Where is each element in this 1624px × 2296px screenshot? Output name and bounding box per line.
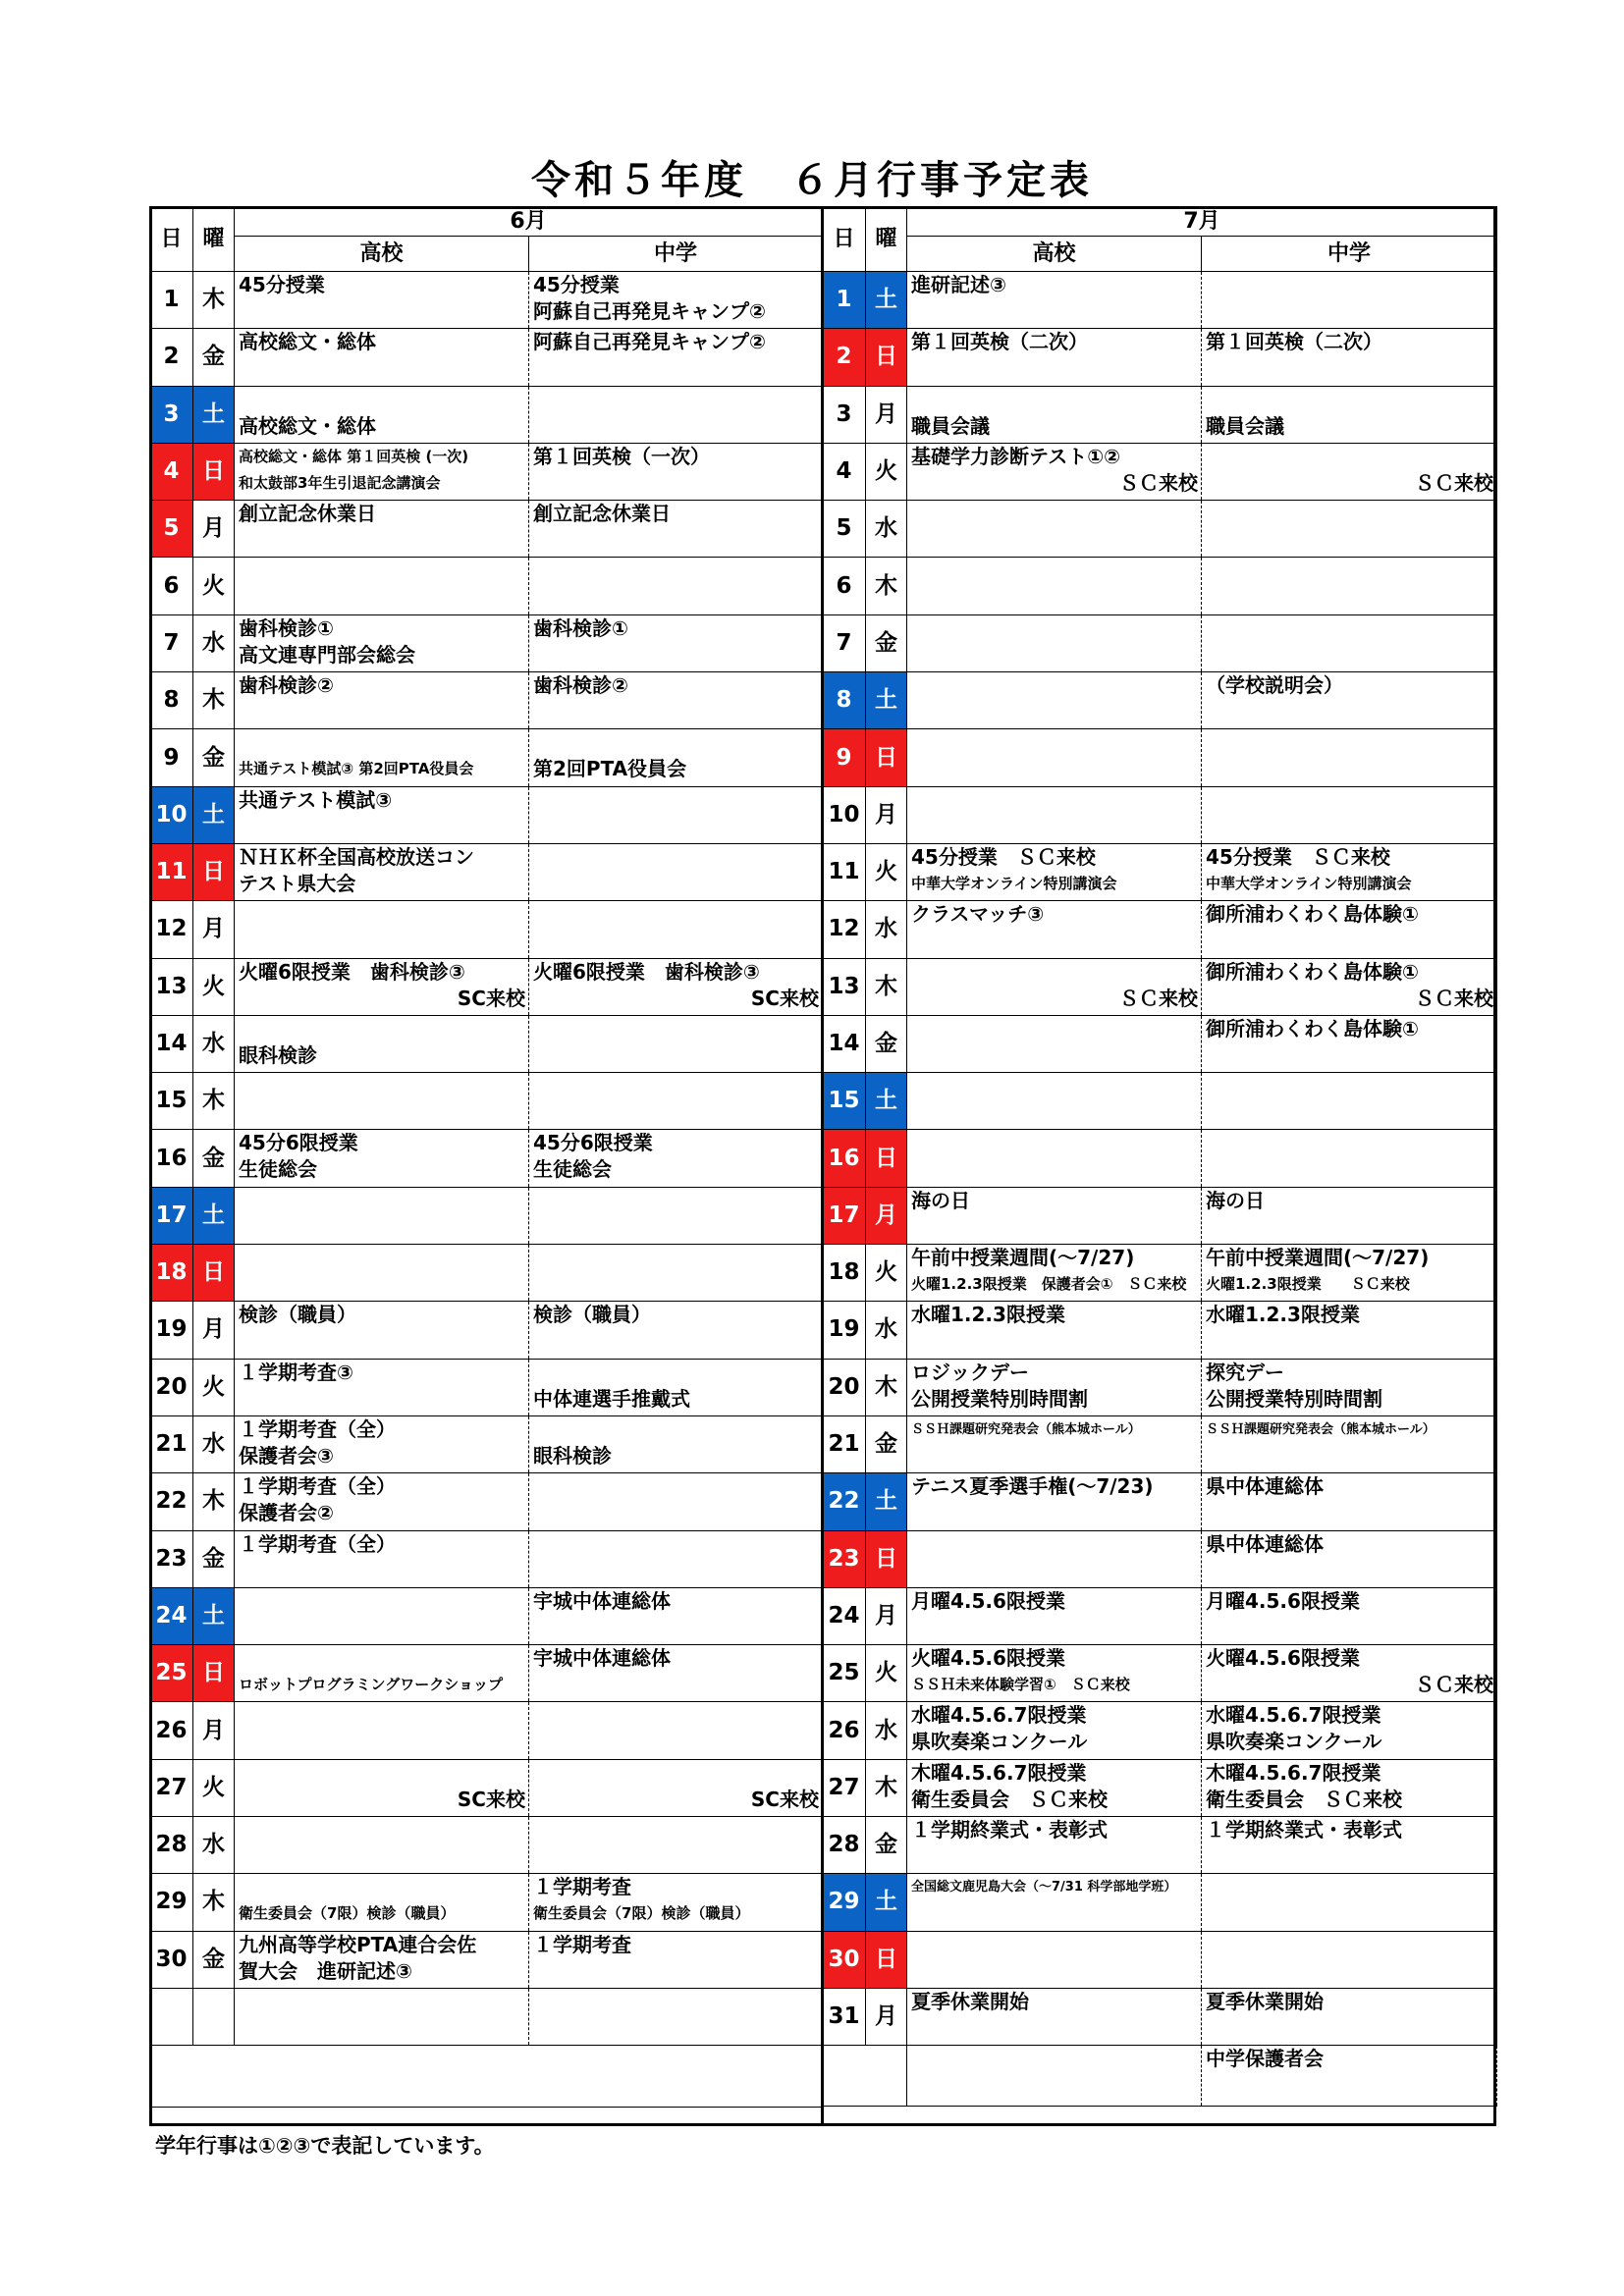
event-line: 第１回英検（一次） <box>533 444 710 468</box>
weekday: 月 <box>866 1187 907 1244</box>
day-number: 23 <box>823 1530 866 1587</box>
event-line: 職員会議 <box>911 413 990 438</box>
weekday: 土 <box>193 386 235 443</box>
weekday: 木 <box>193 672 235 729</box>
event-line: クラスマッチ③ <box>911 902 1045 927</box>
event-line: 進研記述③ <box>911 273 1006 296</box>
weekday: 月 <box>193 901 235 958</box>
weekday: 月 <box>193 501 235 558</box>
event-line: 創立記念休業日 <box>239 502 376 526</box>
day-number: 8 <box>823 672 866 729</box>
event-line: 歯科検診② <box>239 673 334 698</box>
day-number: 12 <box>150 901 193 958</box>
event-line: 夏季休業開始 <box>1206 1989 1324 2013</box>
day-number: 23 <box>150 1530 193 1587</box>
event-line: 賀大会 進研記述③ <box>239 1958 412 1983</box>
weekday: 日 <box>193 443 235 500</box>
page-title: 令和５年度 ６月行事予定表 <box>531 158 1093 203</box>
event-line: 県吹奏楽コンクール <box>1206 1730 1382 1754</box>
weekday: 火 <box>866 443 907 500</box>
day-number: 30 <box>150 1931 193 1988</box>
weekday: 月 <box>866 1587 907 1644</box>
weekday: 金 <box>866 1817 907 1874</box>
day-header: 日 <box>150 207 193 272</box>
weekday: 金 <box>866 1415 907 1472</box>
day-number: 30 <box>823 1931 866 1988</box>
weekday: 火 <box>866 1245 907 1302</box>
event-line: 午前中授業週間(～7/27) <box>1206 1246 1430 1270</box>
day-number: 31 <box>823 1988 866 2045</box>
event-line: 県吹奏楽コンクール <box>911 1730 1088 1754</box>
event-line: 高校総文・総体 <box>239 330 376 354</box>
weekday: 水 <box>866 1302 907 1359</box>
event-line: 45分授業 <box>239 273 325 296</box>
day-number: 4 <box>150 443 193 500</box>
event-line: 保護者会② <box>239 1501 334 1525</box>
day-number: 4 <box>823 443 866 500</box>
weekday: 金 <box>193 1530 235 1587</box>
day-number: 18 <box>823 1245 866 1302</box>
weekday: 金 <box>193 1931 235 1988</box>
event-line: 火曜1.2.3限授業 保護者会① ＳＣ来校 <box>911 1275 1187 1294</box>
event-line: テスト県大会 <box>239 871 356 895</box>
event-line: 火曜6限授業 歯科検診③ <box>239 959 465 984</box>
high-school-header: 高校 <box>907 237 1202 272</box>
weekday: 月 <box>866 786 907 843</box>
event-line: 高校総文・総体 <box>239 413 376 438</box>
day-number: 20 <box>150 1359 193 1415</box>
day-number: 5 <box>823 501 866 558</box>
day-number: 5 <box>150 501 193 558</box>
event-line: 中華大学オンライン特別講演会 <box>911 874 1117 892</box>
weekday: 木 <box>193 1473 235 1530</box>
high-school-header: 高校 <box>235 237 529 272</box>
weekday: 木 <box>193 272 235 329</box>
event-line: 生徒総会 <box>533 1157 612 1182</box>
day-number: 2 <box>150 329 193 386</box>
day-number: 16 <box>823 1130 866 1187</box>
weekday: 金 <box>866 1015 907 1072</box>
weekday: 土 <box>866 272 907 329</box>
event-line: 生徒総会 <box>239 1157 317 1182</box>
weekday: 日 <box>866 1130 907 1187</box>
day-number: 26 <box>823 1702 866 1759</box>
event-line: SC来校 <box>457 986 525 1010</box>
day-number: 13 <box>150 958 193 1015</box>
event-line: 共通テスト模試③ <box>239 787 393 812</box>
event-line: 眼科検診 <box>533 1443 612 1468</box>
event-line: 中体連選手推戴式 <box>533 1386 690 1411</box>
day-number: 12 <box>823 901 866 958</box>
day-number: 16 <box>150 1130 193 1187</box>
day-number: 24 <box>150 1587 193 1644</box>
weekday: 木 <box>866 1759 907 1816</box>
day-number: 29 <box>823 1874 866 1931</box>
weekday: 火 <box>866 843 907 900</box>
event-line: 月曜4.5.6限授業 <box>911 1588 1065 1613</box>
event-line: 45分授業 ＳＣ来校 <box>911 844 1096 869</box>
day-number: 1 <box>150 272 193 329</box>
event-line: 夏季休業開始 <box>911 1989 1029 2013</box>
event-line: 創立記念休業日 <box>533 502 671 526</box>
weekday: 水 <box>866 501 907 558</box>
day-number: 27 <box>823 1759 866 1816</box>
event-line: 火曜4.5.6限授業 <box>1206 1646 1360 1671</box>
weekday: 土 <box>193 786 235 843</box>
event-line: 県中体連総体 <box>1206 1531 1324 1556</box>
event-line: １学期考査（全） <box>239 1416 396 1441</box>
day-number: 19 <box>823 1302 866 1359</box>
weekday: 金 <box>866 614 907 671</box>
day-number: 27 <box>150 1759 193 1816</box>
day-number: 10 <box>823 786 866 843</box>
day-number: 3 <box>823 386 866 443</box>
weekday: 土 <box>193 1587 235 1644</box>
event-line: 海の日 <box>1206 1188 1265 1212</box>
weekday: 水 <box>193 1415 235 1472</box>
day-number: 6 <box>150 558 193 614</box>
event-line: 月曜4.5.6限授業 <box>1206 1588 1360 1613</box>
event-line: 阿蘇自己再発見キャンプ② <box>533 299 766 323</box>
event-line: 火曜1.2.3限授業 ＳＣ来校 <box>1206 1275 1410 1294</box>
weekday: 火 <box>193 958 235 1015</box>
event-line: 火曜4.5.6限授業 <box>911 1646 1065 1671</box>
event-line: 全国総文鹿児島大会（～7/31 科学部地学班） <box>911 1880 1177 1896</box>
event-line: 高文連専門部会総会 <box>239 642 415 667</box>
footnote: 学年行事は①②③で表記しています。 <box>155 2134 495 2158</box>
weekday: 土 <box>193 1187 235 1244</box>
day-number: 24 <box>823 1587 866 1644</box>
weekday: 土 <box>866 1073 907 1130</box>
event-line: 歯科検診① <box>533 615 628 640</box>
event-line: 和太鼓部3年生引退記念講演会 <box>239 473 441 492</box>
weekday: 金 <box>193 729 235 786</box>
month-header: 7月 <box>907 207 1497 237</box>
weekday: 土 <box>866 1874 907 1931</box>
event-line: 45分6限授業 <box>239 1131 358 1155</box>
event-line: 職員会議 <box>1206 413 1284 438</box>
day-number: 15 <box>150 1073 193 1130</box>
event-line: 歯科検診① <box>239 615 334 640</box>
weekday: 日 <box>193 843 235 900</box>
weekday: 日 <box>193 1245 235 1302</box>
weekday-header: 曜 <box>193 207 235 272</box>
event-line: 木曜4.5.6.7限授業 <box>1206 1760 1381 1785</box>
event-line: 午前中授業週間(～7/27) <box>911 1246 1135 1270</box>
weekday: 日 <box>193 1645 235 1702</box>
day-number: 7 <box>150 614 193 671</box>
day-number: 19 <box>150 1302 193 1359</box>
weekday: 水 <box>193 1015 235 1072</box>
day-number: 28 <box>823 1817 866 1874</box>
day-number: 11 <box>823 843 866 900</box>
middle-school-header: 中学 <box>529 237 823 272</box>
event-line: ロジックデー <box>911 1360 1029 1384</box>
day-number: 7 <box>823 614 866 671</box>
day-number: 3 <box>150 386 193 443</box>
event-line: 衛生委員会 ＳＣ来校 <box>1206 1787 1402 1811</box>
event-line: 歯科検診② <box>533 673 628 698</box>
day-number: 8 <box>150 672 193 729</box>
day-number: 21 <box>823 1415 866 1472</box>
event-line: 衛生委員会（7限）検診（職員） <box>239 1904 456 1923</box>
event-line: １学期考査（全） <box>239 1474 396 1499</box>
event-line: １学期考査③ <box>239 1360 353 1384</box>
weekday: 水 <box>866 1702 907 1759</box>
weekday: 日 <box>866 1530 907 1587</box>
weekday: 木 <box>193 1073 235 1130</box>
event-line: 水曜4.5.6.7限授業 <box>911 1703 1087 1728</box>
event-line: 検診（職員） <box>239 1303 356 1327</box>
event-line: ＳＣ来校 <box>1415 1673 1493 1697</box>
event-line: １学期考査 <box>533 1875 631 1899</box>
weekday: 水 <box>193 1817 235 1874</box>
event-line: 眼科検診 <box>239 1042 317 1067</box>
day-number: 22 <box>823 1473 866 1530</box>
weekday: 火 <box>193 1359 235 1415</box>
event-line: 保護者会③ <box>239 1443 334 1468</box>
event-line: 中学保護者会 <box>1206 2047 1324 2071</box>
day-number: 14 <box>150 1015 193 1072</box>
weekday: 日 <box>866 1931 907 1988</box>
event-line: 45分授業 <box>533 273 620 296</box>
event-line: 阿蘇自己再発見キャンプ② <box>533 330 766 354</box>
month-divider <box>821 206 824 2126</box>
event-line: ＳＳＨ課題研究発表会（熊本城ホール） <box>911 1421 1141 1437</box>
event-line: 火曜6限授業 歯科検診③ <box>533 959 760 984</box>
event-line: 中華大学オンライン特別講演会 <box>1206 874 1412 892</box>
event-line: １学期考査 <box>533 1932 631 1956</box>
day-number: 25 <box>150 1645 193 1702</box>
event-line: SC来校 <box>750 1787 819 1811</box>
weekday: 土 <box>866 1473 907 1530</box>
event-line: ＮＨＫ杯全国高校放送コン <box>239 844 474 869</box>
weekday: 日 <box>866 329 907 386</box>
event-line: ＳＣ来校 <box>1119 986 1198 1010</box>
day-number: 21 <box>150 1415 193 1472</box>
event-line: 検診（職員） <box>533 1303 651 1327</box>
event-line: 公開授業特別時間割 <box>911 1386 1088 1411</box>
event-line: 第１回英検（二次） <box>911 330 1088 354</box>
event-line: 水曜4.5.6.7限授業 <box>1206 1703 1381 1728</box>
event-line: （学校説明会） <box>1206 673 1343 698</box>
day-number: 17 <box>150 1187 193 1244</box>
day-number: 6 <box>823 558 866 614</box>
weekday: 月 <box>193 1702 235 1759</box>
day-number: 22 <box>150 1473 193 1530</box>
weekday: 水 <box>193 614 235 671</box>
weekday: 火 <box>193 558 235 614</box>
event-line: １学期考査（全） <box>239 1531 396 1556</box>
event-line: テニス夏季選手権(～7/23) <box>911 1474 1154 1499</box>
event-line: 水曜1.2.3限授業 <box>1206 1303 1360 1327</box>
weekday: 木 <box>866 1359 907 1415</box>
weekday: 月 <box>866 1988 907 2045</box>
event-line: ＳＣ来校 <box>1119 470 1198 495</box>
event-line: SC来校 <box>457 1787 525 1811</box>
event-line: 基礎学力診断テスト①② <box>911 444 1121 468</box>
event-line: ＳＳＨ課題研究発表会（熊本城ホール） <box>1206 1421 1435 1437</box>
weekday: 月 <box>193 1302 235 1359</box>
event-line: 45分授業 ＳＣ来校 <box>1206 844 1390 869</box>
day-number: 9 <box>150 729 193 786</box>
day-number: 15 <box>823 1073 866 1130</box>
weekday: 水 <box>866 901 907 958</box>
event-line: 探究デー <box>1206 1360 1284 1384</box>
day-number: 29 <box>150 1874 193 1931</box>
day-number: 9 <box>823 729 866 786</box>
event-line: 公開授業特別時間割 <box>1206 1386 1382 1411</box>
day-number: 1 <box>823 272 866 329</box>
day-header: 日 <box>823 207 866 272</box>
event-line: 水曜1.2.3限授業 <box>911 1303 1065 1327</box>
day-number: 2 <box>823 329 866 386</box>
weekday-header: 曜 <box>866 207 907 272</box>
event-line: ＳＳＨ未来体験学習① ＳＣ来校 <box>911 1676 1130 1694</box>
day-number: 20 <box>823 1359 866 1415</box>
event-line: SC来校 <box>750 986 819 1010</box>
weekday: 火 <box>866 1645 907 1702</box>
event-line: １学期終業式・表彰式 <box>1206 1818 1402 1842</box>
event-line: 海の日 <box>911 1188 970 1212</box>
day-number: 17 <box>823 1187 866 1244</box>
weekday: 木 <box>866 558 907 614</box>
event-line: 御所浦わくわく島体験① <box>1206 902 1419 927</box>
event-line: １学期終業式・表彰式 <box>911 1818 1108 1842</box>
day-number: 28 <box>150 1817 193 1874</box>
weekday: 木 <box>193 1874 235 1931</box>
event-line: ＳＣ来校 <box>1415 986 1493 1010</box>
day-number: 14 <box>823 1015 866 1072</box>
weekday: 月 <box>866 386 907 443</box>
event-line: 県中体連総体 <box>1206 1474 1324 1499</box>
weekday: 金 <box>193 1130 235 1187</box>
event-line: 共通テスト模試③ 第2回PTA役員会 <box>239 760 474 778</box>
month-header: 6月 <box>235 207 823 237</box>
day-number: 18 <box>150 1245 193 1302</box>
event-line: 御所浦わくわく島体験① <box>1206 959 1419 984</box>
weekday: 火 <box>193 1759 235 1816</box>
day-number: 10 <box>150 786 193 843</box>
event-line: 衛生委員会 ＳＣ来校 <box>911 1787 1108 1811</box>
weekday: 土 <box>866 672 907 729</box>
event-line: 45分6限授業 <box>533 1131 653 1155</box>
event-line: 九州高等学校PTA連合会佐 <box>239 1932 477 1956</box>
event-line: ロボットプログラミングワークショップ <box>239 1676 503 1694</box>
middle-school-header: 中学 <box>1202 237 1497 272</box>
event-line: 木曜4.5.6.7限授業 <box>911 1760 1087 1785</box>
weekday: 木 <box>866 958 907 1015</box>
event-line: 第2回PTA役員会 <box>533 757 687 781</box>
day-number: 25 <box>823 1645 866 1702</box>
event-line: 高校総文・総体 第１回英検 (一次) <box>239 447 469 465</box>
event-line: ＳＣ来校 <box>1415 470 1493 495</box>
weekday: 日 <box>866 729 907 786</box>
day-number: 13 <box>823 958 866 1015</box>
event-line: 第１回英検（二次） <box>1206 330 1382 354</box>
weekday: 金 <box>193 329 235 386</box>
event-line: 宇城中体連総体 <box>533 1646 671 1671</box>
day-number: 11 <box>150 843 193 900</box>
event-line: 衛生委員会（7限）検診（職員） <box>533 1904 750 1923</box>
event-line: 御所浦わくわく島体験① <box>1206 1016 1419 1041</box>
day-number: 26 <box>150 1702 193 1759</box>
event-line: 宇城中体連総体 <box>533 1588 671 1613</box>
